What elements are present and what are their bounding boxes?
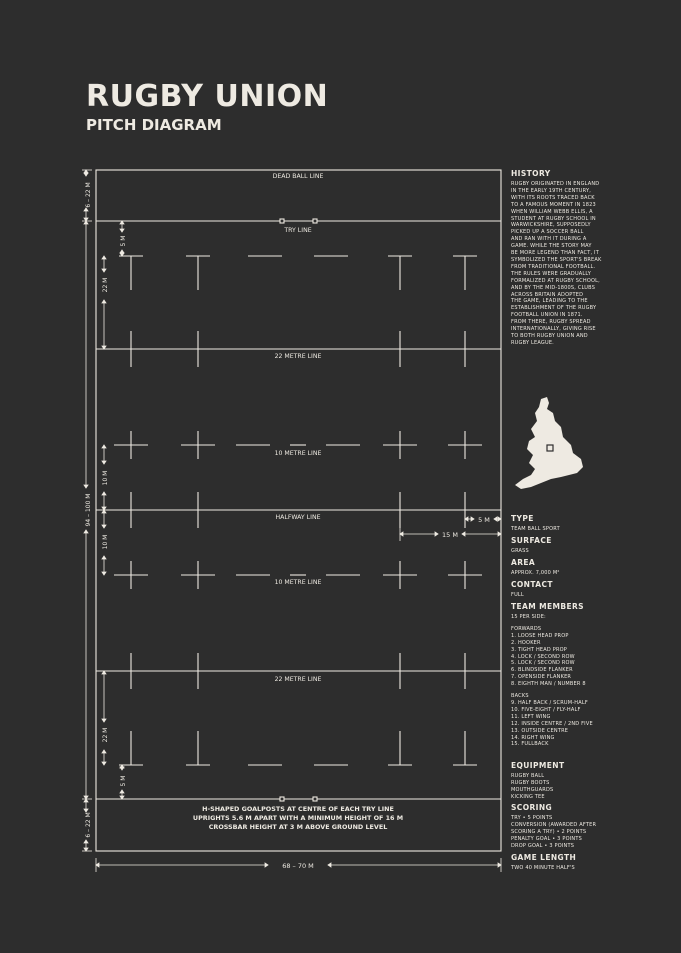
- area-value: APPROX. 7,000 M²: [511, 570, 560, 576]
- history-line: FROM THERE, RUGBY SPREAD: [511, 319, 591, 326]
- dim-width: 68 – 70 M: [282, 862, 314, 870]
- goalpost-bottom-left: [280, 797, 284, 801]
- history-section: [511, 169, 603, 347]
- backs-list: [511, 700, 603, 748]
- equipment-item: RUGBY BOOTS: [511, 779, 550, 786]
- back-position: 12. INSIDE CENTRE / 2ND FIVE: [511, 720, 593, 727]
- scoring-item: CONVERSION (AWARDED AFTER: [511, 821, 597, 828]
- history-line: TO A FAMOUS MOMENT IN 1823: [511, 201, 596, 208]
- dimension-arrowhead: [84, 221, 88, 224]
- history-line: PICKED UP A SOCCER BALL: [511, 229, 584, 236]
- history-line: ACROSS BRITAIN ADOPTED: [511, 291, 584, 298]
- dimension-arrowhead: [102, 762, 106, 765]
- dimension-arrowhead: [400, 532, 403, 536]
- dimension-arrowhead: [102, 461, 106, 464]
- back-position: 13. OUTSIDE CENTRE: [511, 727, 569, 734]
- dimension-arrowhead: [102, 525, 106, 528]
- try-line-label: TRY LINE: [284, 227, 312, 234]
- equipment-title: EQUIPMENT: [511, 761, 565, 770]
- dim-in-goal-top: 6 – 22 M: [85, 182, 92, 208]
- goalposts-note-2: UPRIGHTS 5.6 M APART WITH A MINIMUM HEIGHT OF 16 M: [192, 814, 404, 822]
- history-line: TO BOTH RUGBY UNION AND: [511, 332, 588, 339]
- contact-section: [511, 580, 603, 599]
- scoring-item: DROP GOAL • 3 POINTS: [511, 842, 575, 849]
- history-line: THE GAME, LEADING TO THE: [511, 298, 588, 305]
- forwards-title: FORWARDS: [511, 625, 542, 632]
- goalposts-note-1: H-SHAPED GOALPOSTS AT CENTRE OF EACH TRY LINE: [202, 805, 394, 813]
- dimension-arrowhead: [84, 530, 88, 533]
- history-line: SYMBOLIZED THE SPORT'S BREAK: [511, 256, 602, 263]
- history-line: WITH ITS ROOTS TRACED BACK: [511, 194, 595, 201]
- game-length-title: GAME LENGTH: [511, 853, 577, 862]
- dimension-arrowhead: [102, 445, 106, 448]
- team-section: [511, 602, 603, 748]
- dimension-arrowhead: [102, 572, 106, 575]
- dimension-arrowhead: [120, 767, 124, 770]
- backs-title: BACKS: [511, 693, 529, 700]
- dimension-arrowhead: [120, 229, 124, 232]
- dimension-arrowhead: [120, 250, 124, 253]
- dim-five-top: 5 M: [120, 235, 127, 247]
- goalpost-top-right: [313, 219, 317, 223]
- type-section: [511, 514, 603, 533]
- contact-title: CONTACT: [511, 580, 553, 589]
- back-position: 11. LEFT WING: [511, 713, 551, 720]
- ten-line-bottom-label: 10 METRE LINE: [274, 579, 322, 586]
- dimension-arrowhead: [498, 863, 501, 867]
- equipment-section: [511, 761, 603, 801]
- dimension-arrowhead: [102, 556, 106, 559]
- goalposts-note-3: CROSSBAR HEIGHT AT 3 M ABOVE GROUND LEVEL: [208, 823, 388, 831]
- history-line: WHEN WILLIAM WEBB ELLIS, A: [511, 208, 593, 215]
- dim-five-side: 5 M: [478, 516, 490, 524]
- history-line: THE RULES WERE GRADUALLY: [511, 270, 591, 277]
- area-section: [511, 558, 603, 577]
- back-position: 14. RIGHT WING: [511, 734, 555, 741]
- dimension-arrowhead: [96, 863, 99, 867]
- area-title: AREA: [511, 558, 536, 567]
- goalpost-top-left: [280, 219, 284, 223]
- dimension-arrowhead: [84, 173, 88, 176]
- dimension-arrowhead: [265, 863, 268, 867]
- forward-position: 2. HOOKER: [511, 639, 541, 646]
- equipment-item: RUGBY BALL: [511, 773, 545, 779]
- dead-ball-line-label: DEAD BALL LINE: [272, 173, 324, 180]
- surface-title: SURFACE: [511, 536, 552, 545]
- history-line: RUGBY LEAGUE.: [511, 339, 554, 346]
- team-title: TEAM MEMBERS: [511, 602, 584, 611]
- game-length-value: TWO 40 MINUTE HALF'S: [511, 865, 575, 871]
- scoring-section: [511, 803, 603, 850]
- page-subtitle: PITCH DIAGRAM: [86, 116, 222, 134]
- history-line: RUGBY ORIGINATED IN ENGLAND: [511, 181, 600, 187]
- back-position: 9. HALF BACK / SCRUM-HALF: [511, 699, 588, 706]
- scoring-item: TRY • 5 POINTS: [511, 815, 553, 821]
- dimension-arrowhead: [84, 485, 88, 488]
- forward-position: 1. LOOSE HEAD PROP: [511, 632, 569, 639]
- dimension-arrowhead: [84, 170, 88, 173]
- scoring-title: SCORING: [511, 803, 553, 812]
- dim-length: 94 – 100 M: [85, 493, 92, 527]
- forward-position: 3. TIGHT HEAD PROP: [511, 646, 567, 653]
- history-line: FORMALIZED AT RUGBY SCHOOL,: [511, 277, 600, 284]
- dimension-arrowhead: [471, 517, 474, 521]
- scoring-item: SCORING A TRY) • 2 POINTS: [511, 828, 587, 835]
- dimension-arrowhead: [102, 719, 106, 722]
- surface-section: [511, 536, 603, 555]
- dimension-arrowhead: [494, 517, 497, 521]
- history-title: HISTORY: [511, 169, 551, 178]
- dimension-arrowhead: [102, 750, 106, 753]
- dim-five-bottom: 5 M: [120, 775, 127, 787]
- dimension-arrowhead: [84, 809, 88, 812]
- history-line: WARWICKSHIRE, SUPPOSEDLY: [511, 222, 591, 229]
- history-line: STUDENT AT RUGBY SCHOOL IN: [511, 215, 596, 222]
- equipment-list: [511, 773, 603, 801]
- dim-twentytwo-bottom: 22 M: [102, 727, 109, 743]
- equipment-item: MOUTHGUARDS: [511, 786, 554, 793]
- history-line: BE MORE LEGEND THAN FACT, IT: [511, 250, 599, 257]
- surface-value: GRASS: [511, 548, 529, 554]
- page-title: RUGBY UNION: [86, 79, 329, 114]
- type-title: TYPE: [511, 514, 534, 523]
- forward-position: 7. OPENSIDE FLANKER: [511, 674, 572, 681]
- contact-value: FULL: [511, 592, 524, 598]
- forward-position: 4. LOCK / SECOND ROW: [511, 653, 575, 660]
- dimension-arrowhead: [120, 790, 124, 793]
- history-line: INTERNATIONALLY, GIVING RISE: [511, 326, 596, 333]
- dimension-arrowhead: [102, 300, 106, 303]
- dimension-arrowhead: [462, 532, 465, 536]
- type-value: TEAM BALL SPORT: [511, 526, 560, 532]
- equipment-item: KICKING TEE: [511, 793, 545, 800]
- dim-fifteen-side: 15 M: [442, 531, 458, 539]
- dimension-arrowhead: [102, 269, 106, 272]
- forward-position: 8. EIGHTH MAN / NUMBER 8: [511, 681, 586, 688]
- goalpost-bottom-right: [313, 797, 317, 801]
- game-length-section: [511, 853, 603, 872]
- history-line: ESTABLISHMENT OF THE RUGBY: [511, 305, 597, 312]
- dimension-arrowhead: [328, 863, 331, 867]
- scoring-list: [511, 815, 603, 850]
- england-map-icon: [511, 397, 591, 489]
- team-value: 15 PER SIDE:: [511, 614, 546, 620]
- dim-in-goal-bottom: 6 – 22 M: [85, 812, 92, 838]
- history-line: FOOTBALL UNION IN 1871.: [511, 312, 583, 319]
- dimension-arrowhead: [435, 532, 438, 536]
- dim-ten-bottom: 10 M: [102, 534, 109, 550]
- forward-position: 6. BLINDSIDE FLANKER: [511, 667, 573, 674]
- forward-position: 5. LOCK / SECOND ROW: [511, 660, 575, 667]
- history-line: AND BY THE MID-1800S, CLUBS: [511, 284, 596, 291]
- back-position: 10. FIVE-EIGHT / FLY-HALF: [511, 706, 581, 713]
- history-line: GAME. WHILE THE STORY MAY: [511, 243, 592, 250]
- dim-ten-top: 10 M: [102, 470, 109, 486]
- history-text: [511, 181, 603, 347]
- ten-line-top-label: 10 METRE LINE: [274, 450, 322, 457]
- dimension-arrowhead: [84, 840, 88, 843]
- history-line: AND RAN WITH IT DURING A: [511, 236, 587, 243]
- history-line: FROM TRADITIONAL FOOTBALL.: [511, 263, 596, 270]
- twentytwo-line-top-label: 22 METRE LINE: [274, 353, 322, 360]
- dimension-arrowhead: [84, 848, 88, 851]
- twentytwo-line-bottom-label: 22 METRE LINE: [274, 676, 322, 683]
- dimension-arrowhead: [84, 799, 88, 802]
- history-line: IN THE EARLY 19TH CENTURY,: [511, 187, 592, 194]
- halfway-line-label: HALFWAY LINE: [275, 514, 321, 521]
- scoring-item: PENALTY GOAL • 3 POINTS: [511, 835, 582, 842]
- back-position: 15. FULLBACK: [511, 741, 549, 748]
- dimension-arrowhead: [102, 492, 106, 495]
- dim-twentytwo-top: 22 M: [102, 277, 109, 293]
- dimension-arrowhead: [102, 256, 106, 259]
- forwards-list: [511, 633, 603, 688]
